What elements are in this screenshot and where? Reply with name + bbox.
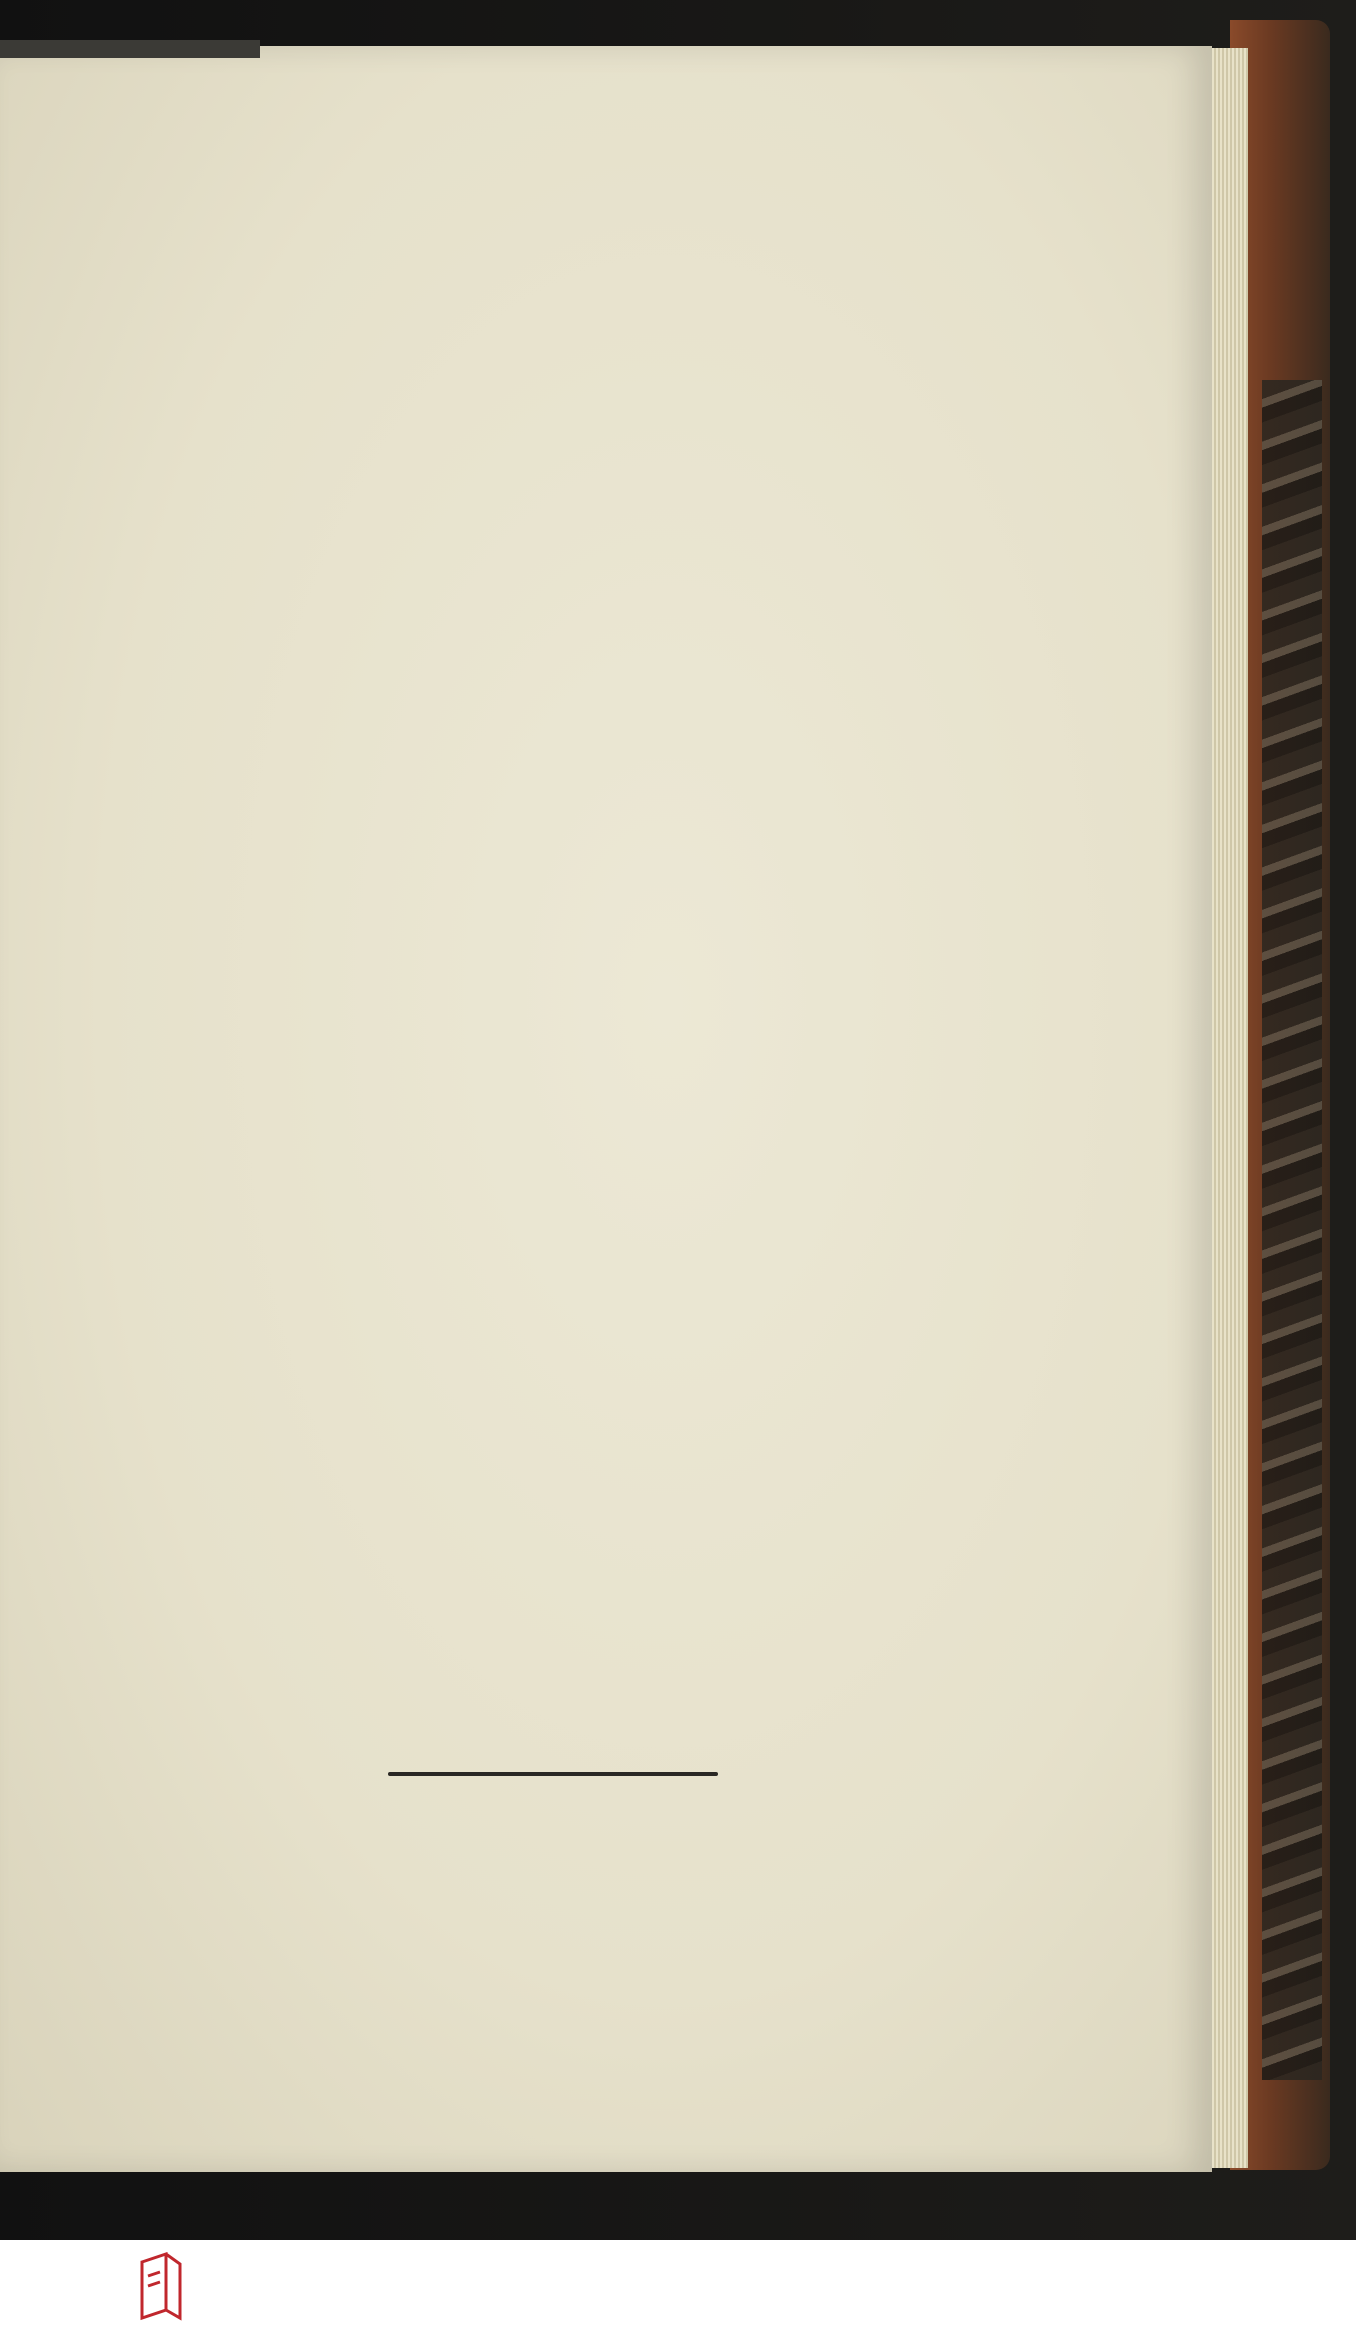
closing-rule <box>388 1772 718 1776</box>
text-column <box>68 250 1018 268</box>
book-page <box>0 46 1212 2172</box>
footer-bar <box>0 2240 1356 2336</box>
marbled-endpaper <box>1262 380 1322 2080</box>
top-binding-strip <box>0 40 260 58</box>
library-book-icon <box>136 2252 184 2322</box>
